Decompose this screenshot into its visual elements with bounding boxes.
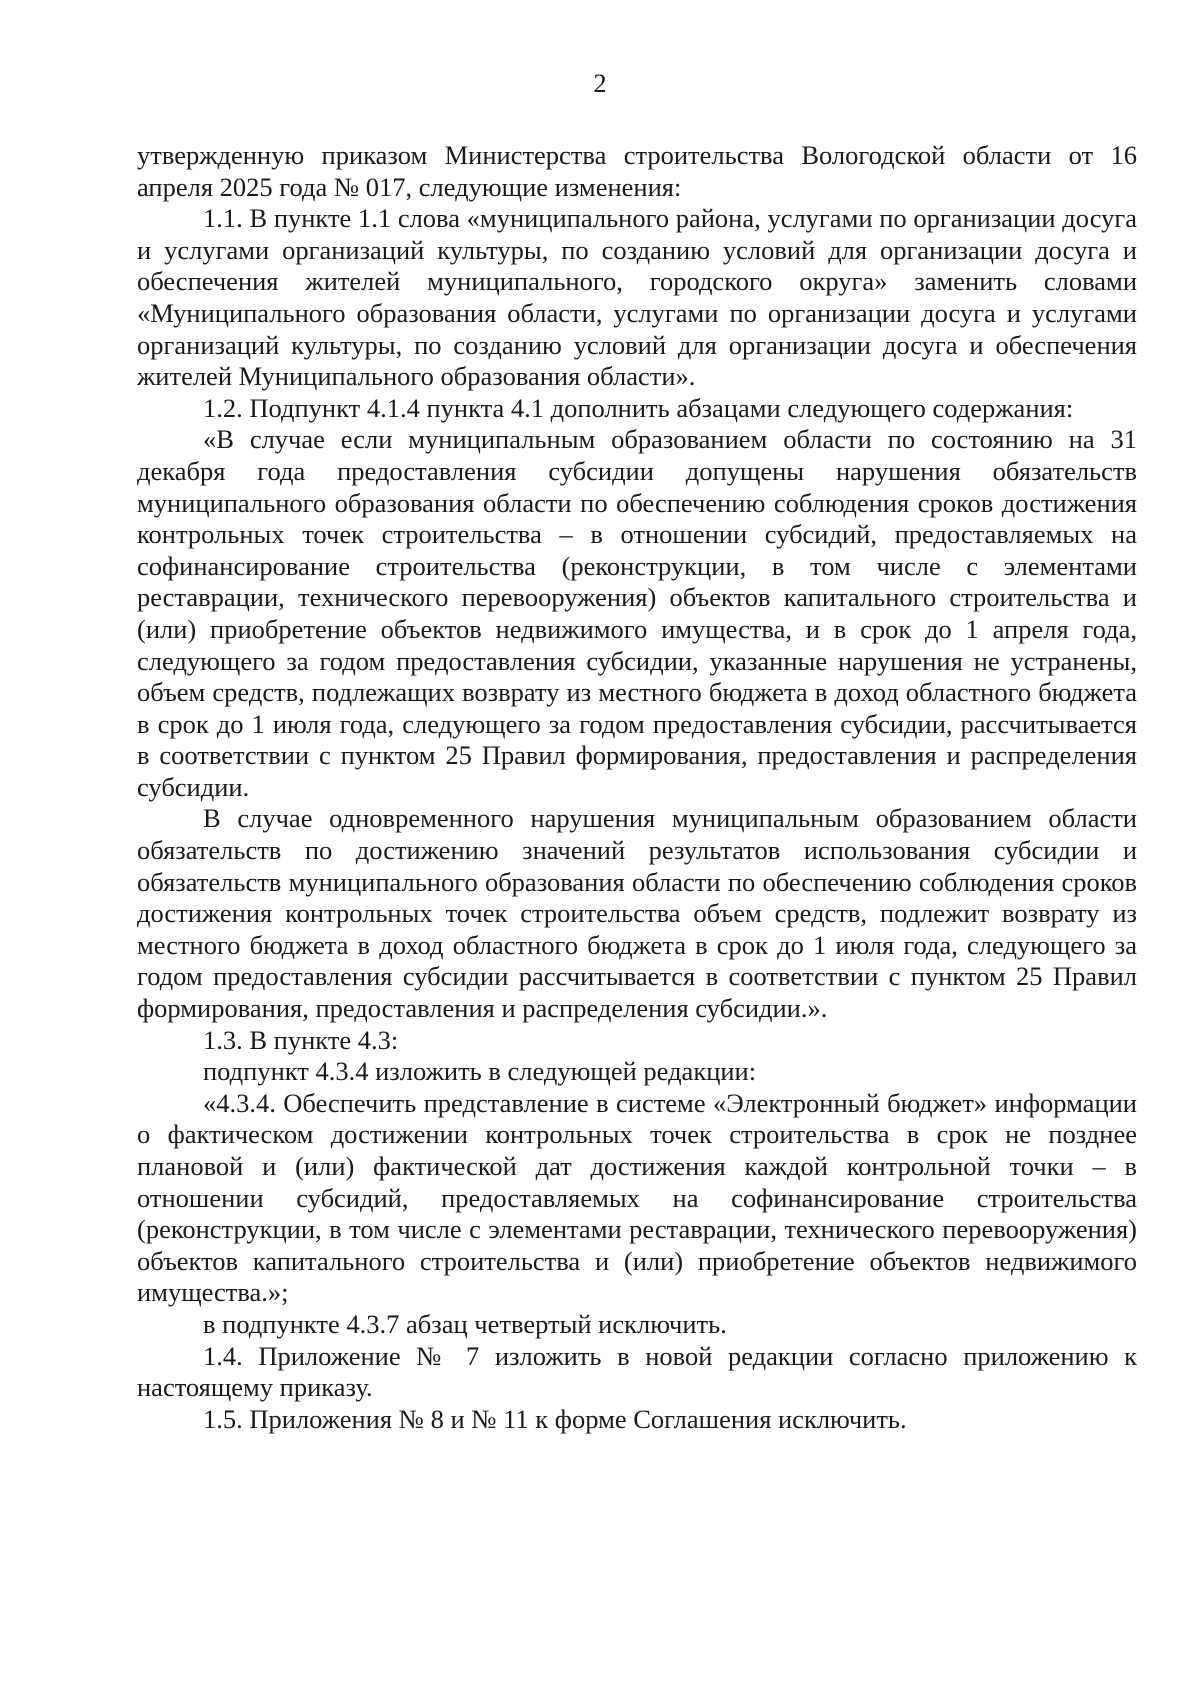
paragraph-1-1: 1.1. В пункте 1.1 слова «муниципального района, услугами по организации досуга и услугами организаций культуры, по созданию условий для организации досуга и обеспечения жителей муниципального, городского округа» заменить словами «Муниципального образования области, услугами по организации досуга и услугами организаций культуры, по созданию условий для организации досуга и обеспечения жителей Муниципального образования области». (137, 203, 1137, 392)
paragraph-subpoint-4-3-7: в подпункте 4.3.7 абзац четвертый исключить. (203, 1308, 727, 1339)
paragraph-intro: утвержденную приказом Министерства строительства Вологодской области от 16 апреля 2025 года № 017, следующие изменения: (137, 140, 1137, 202)
paragraph-quote-4-3-4: «4.3.4. Обеспечить представление в системе «Электронный бюджет» информации о фактическом достижении контрольных точек строительства в срок не позднее плановой и (или) фактической дат достижения каждой контрольной точки – в отношении субсидий, предоставляемых на софинансирование строительства (реконструкции, в том числе с элементами реставрации, технического перевооружения) объектов капитального строительства и (или) приобретение объектов недвижимого имущества.»; (137, 1087, 1137, 1308)
paragraph-1-3: 1.3. В пункте 4.3: (203, 1024, 399, 1055)
paragraph-quote-2: В случае одновременного нарушения муниципальным образованием области обязательств по достижению значений результатов использования субсидии и обязательств муниципального образования области по обеспечению соблюдения сроков достижения контрольных точек строительства объем средств, подлежит возврату из местного бюджета в доход областного бюджета в срок до 1 июля года, следующего за годом предоставления субсидии рассчитывается в соответствии с пунктом 25 Правил формирования, предоставления и распределения субсидии.». (137, 803, 1137, 1024)
paragraph-1-4: 1.4. Приложение № 7 изложить в новой редакции согласно приложению к настоящему приказу. (137, 1340, 1137, 1403)
paragraph-quote-1: «В случае если муниципальным образованием области по состоянию на 31 декабря года предоставления субсидии допущены нарушения обязательств муниципального образования области по обеспечению соблюдения сроков достижения контрольных точек строительства – в отношении субсидий, предоставляемых на софинансирование строительства (реконструкции, в том числе с элементами реставрации, технического перевооружения) объектов капитального строительства и (или) приобретение объектов недвижимого имущества, и в срок до 1 апреля года, следующего за годом предоставления субсидии, указанные нарушения не устранены, объем средств, подлежащих возврату из местного бюджета в доход областного бюджета в срок до 1 июля года, следующего за годом предоставления субсидии, рассчитывается в соответствии с пунктом 25 Правил формирования, предоставления и распределения субсидии. (137, 424, 1137, 802)
document-body (137, 140, 1137, 1435)
paragraph-1-2: 1.2. Подпункт 4.1.4 пункта 4.1 дополнить абзацами следующего содержания: (203, 392, 1074, 423)
page-number: 2 (593, 69, 607, 98)
paragraph-subpoint-4-3-4: подпункт 4.3.4 изложить в следующей редакции: (203, 1056, 757, 1087)
paragraph-1-5: 1.5. Приложения № 8 и № 11 к форме Соглашения исключить. (203, 1403, 907, 1434)
